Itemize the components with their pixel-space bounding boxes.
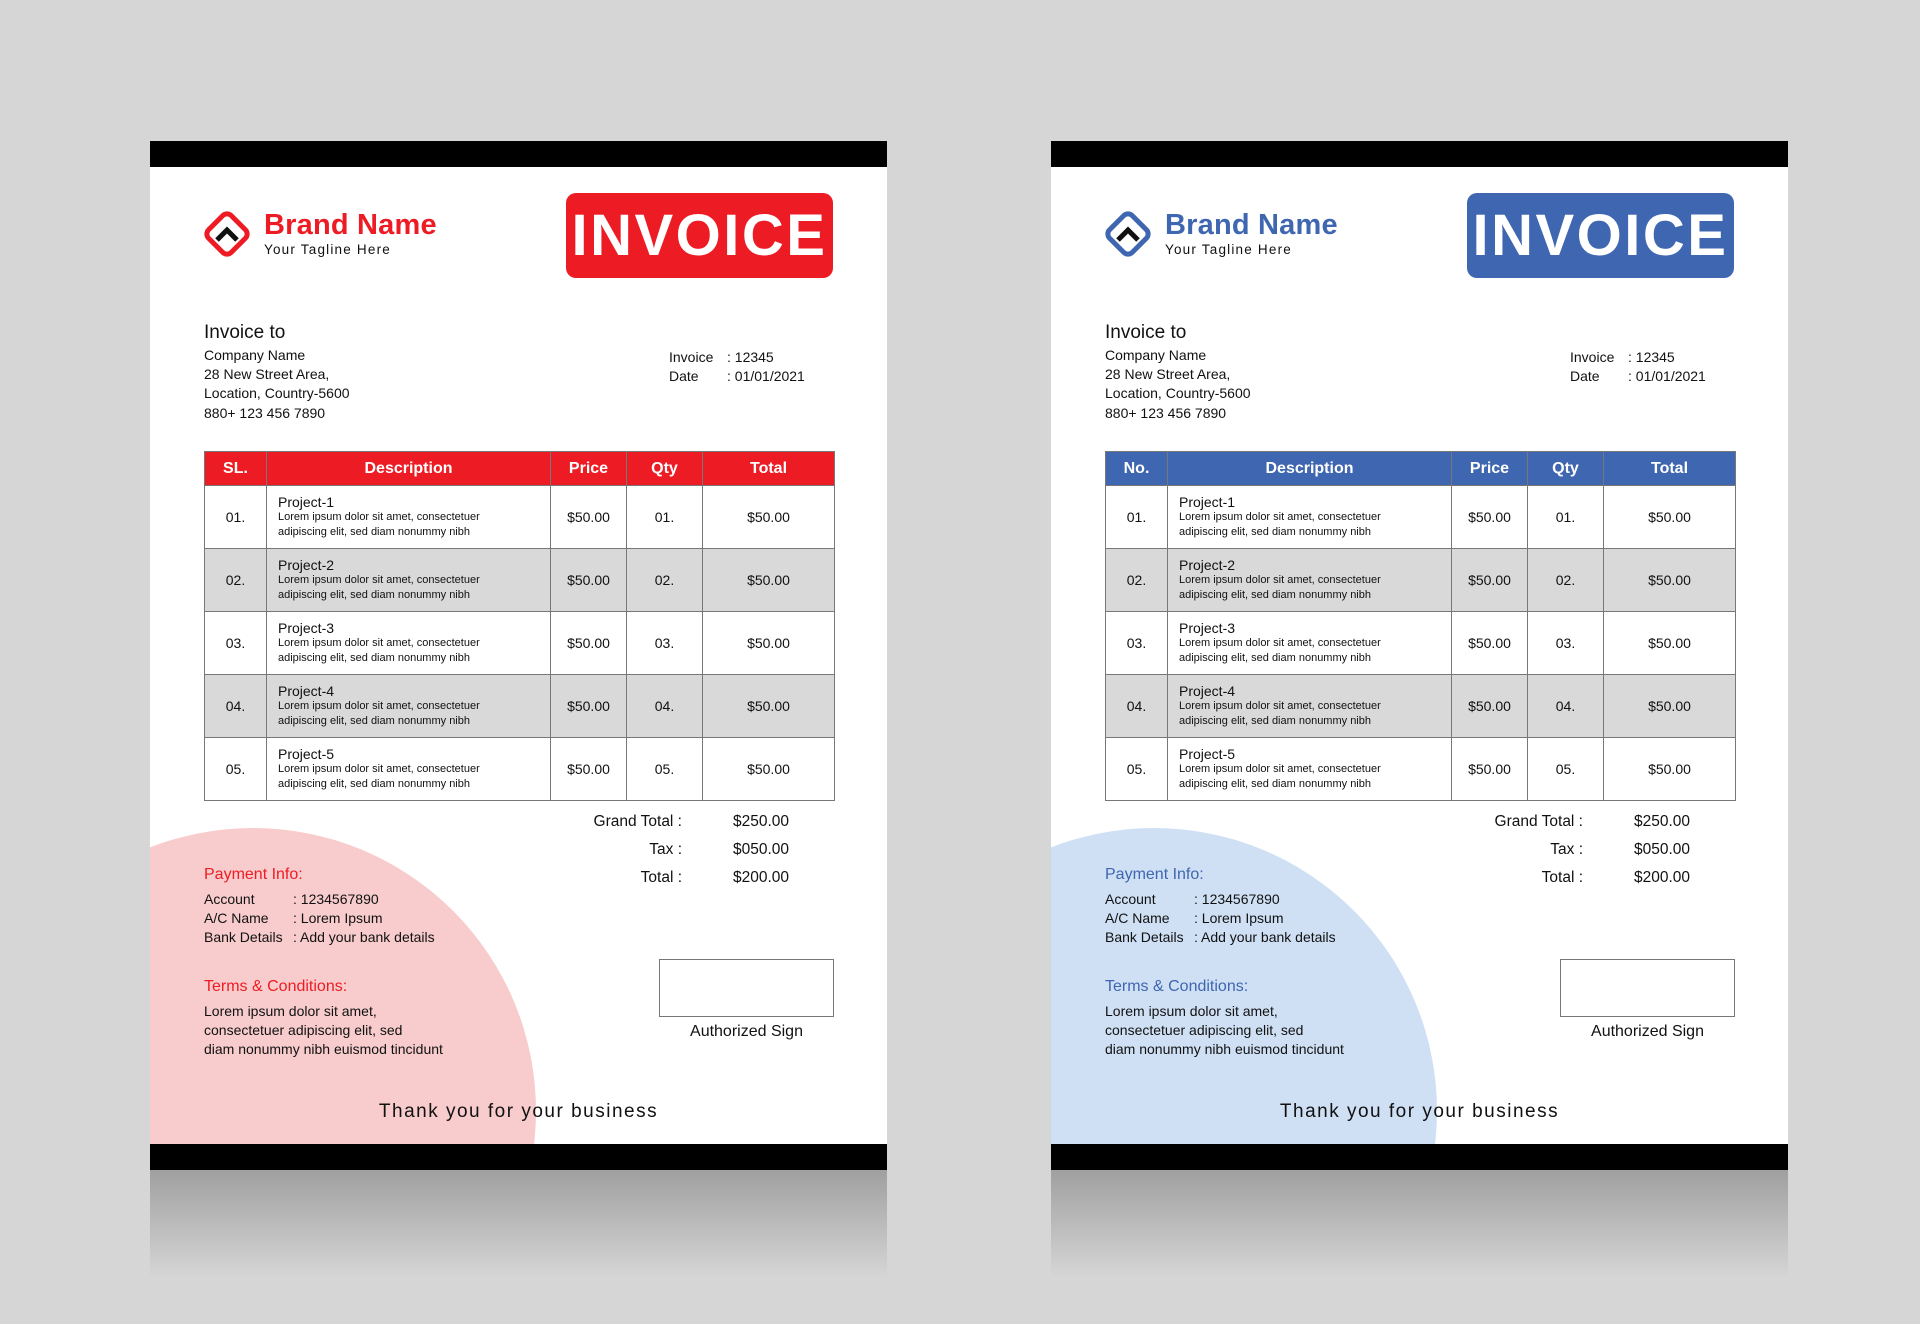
bank-details-row [204, 929, 435, 945]
invoice-number-value: : 12345 [727, 349, 774, 365]
client-phone: 880+ 123 456 7890 [204, 405, 326, 421]
brand-tagline: Your Tagline Here [1165, 242, 1292, 257]
table-row [205, 612, 835, 675]
bank-details-label: Bank Details [204, 929, 283, 945]
row-qty: 05. [1528, 738, 1604, 801]
column-header-description: Description [267, 452, 551, 486]
table-row [205, 486, 835, 549]
account-label: Account [204, 891, 255, 907]
total-value: $200.00 [1634, 869, 1691, 886]
project-text-line1: Lorem ipsum dolor sit amet, consectetuer [1179, 763, 1381, 775]
project-text-line2: adipiscing elit, sed diam nonummy nibh [1179, 589, 1371, 601]
terms-line: consectetuer adipiscing elit, sed [1105, 1022, 1304, 1038]
row-description [1168, 486, 1452, 549]
row-no: 02. [1106, 549, 1168, 612]
bank-details-value: : Add your bank details [1194, 929, 1336, 945]
invoice-date-row [1570, 368, 1706, 384]
table-row [205, 675, 835, 738]
column-header-price: Price [551, 452, 627, 486]
invoice-to-label: Invoice to [204, 322, 286, 343]
payment-info-title: Payment Info: [204, 866, 303, 883]
account-value: : 1234567890 [1194, 891, 1280, 907]
table-row [1106, 738, 1736, 801]
row-no: 04. [1106, 675, 1168, 738]
row-description [1168, 675, 1452, 738]
column-header-description: Description [1168, 452, 1452, 486]
row-price: $50.00 [1452, 612, 1528, 675]
invoice-page-blue [1051, 141, 1788, 1170]
row-no: 05. [1106, 738, 1168, 801]
row-description [1168, 549, 1452, 612]
items-table [1105, 451, 1736, 801]
row-total: $50.00 [703, 738, 835, 801]
row-price: $50.00 [1452, 738, 1528, 801]
row-total: $50.00 [703, 675, 835, 738]
row-total: $50.00 [703, 612, 835, 675]
invoice-date-value: : 01/01/2021 [1628, 368, 1706, 384]
terms-line: diam nonummy nibh euismod tincidunt [1105, 1041, 1344, 1057]
row-price: $50.00 [551, 738, 627, 801]
row-no: 05. [205, 738, 267, 801]
table-row [1106, 549, 1736, 612]
grand-total-value: $250.00 [733, 813, 790, 830]
row-qty: 05. [627, 738, 703, 801]
row-no: 04. [205, 675, 267, 738]
invoice-page-red [150, 141, 887, 1170]
row-price: $50.00 [551, 612, 627, 675]
invoice-number-value: : 12345 [1628, 349, 1675, 365]
bank-details-value: : Add your bank details [293, 929, 435, 945]
terms-line: consectetuer adipiscing elit, sed [204, 1022, 403, 1038]
table-row [1106, 486, 1736, 549]
client-phone: 880+ 123 456 7890 [1105, 405, 1227, 421]
project-text-line1: Lorem ipsum dolor sit amet, consectetuer [278, 511, 480, 523]
row-total: $50.00 [1604, 675, 1736, 738]
account-row [1105, 891, 1280, 907]
brand-name: Brand Name [264, 209, 437, 241]
ac-name-label: A/C Name [1105, 910, 1170, 926]
ac-name-row [1105, 910, 1283, 926]
project-name: Project-3 [1179, 620, 1236, 636]
ac-name-value: : Lorem Ipsum [293, 910, 383, 926]
row-qty: 01. [627, 486, 703, 549]
project-name: Project-5 [1179, 746, 1236, 762]
invoice-date-value: : 01/01/2021 [727, 368, 805, 384]
row-price: $50.00 [551, 549, 627, 612]
project-text-line2: adipiscing elit, sed diam nonummy nibh [278, 778, 470, 790]
row-no: 01. [205, 486, 267, 549]
grand-total-label: Grand Total : [1494, 813, 1583, 830]
terms-line: Lorem ipsum dolor sit amet, [1105, 1003, 1278, 1019]
table-header-row [1106, 452, 1736, 486]
column-header-no: SL. [205, 452, 267, 486]
bottom-bar [1051, 1144, 1788, 1170]
diamond-chevron-logo-icon [202, 209, 252, 259]
project-name: Project-1 [278, 494, 335, 510]
project-text-line2: adipiscing elit, sed diam nonummy nibh [278, 715, 470, 727]
row-description [267, 486, 551, 549]
tax-value: $050.00 [733, 841, 790, 858]
tax-label: Tax : [649, 841, 682, 858]
project-text-line2: adipiscing elit, sed diam nonummy nibh [1179, 715, 1371, 727]
column-header-total: Total [703, 452, 835, 486]
row-description [1168, 612, 1452, 675]
client-address-line1: 28 New Street Area, [1105, 366, 1231, 382]
row-qty: 03. [627, 612, 703, 675]
project-text-line1: Lorem ipsum dolor sit amet, consectetuer [278, 763, 480, 775]
invoice-title-badge: INVOICE [1467, 193, 1734, 278]
row-description [267, 738, 551, 801]
invoice-to-label: Invoice to [1105, 322, 1187, 343]
row-total: $50.00 [703, 549, 835, 612]
client-address-line2: Location, Country-5600 [1105, 385, 1251, 401]
account-label: Account [1105, 891, 1156, 907]
row-price: $50.00 [1452, 486, 1528, 549]
row-description [267, 612, 551, 675]
items-table [204, 451, 835, 801]
account-row [204, 891, 379, 907]
tax-value: $050.00 [1634, 841, 1691, 858]
row-qty: 04. [627, 675, 703, 738]
row-price: $50.00 [551, 675, 627, 738]
project-name: Project-2 [1179, 557, 1236, 573]
project-text-line1: Lorem ipsum dolor sit amet, consectetuer [1179, 511, 1381, 523]
project-text-line1: Lorem ipsum dolor sit amet, consectetuer [278, 700, 480, 712]
page-reflection [1051, 1170, 1788, 1278]
payment-info-title: Payment Info: [1105, 866, 1204, 883]
bank-details-row [1105, 929, 1336, 945]
table-row [1106, 612, 1736, 675]
client-company: Company Name [204, 347, 306, 363]
project-name: Project-4 [1179, 683, 1236, 699]
account-value: : 1234567890 [293, 891, 379, 907]
row-total: $50.00 [1604, 549, 1736, 612]
client-company: Company Name [1105, 347, 1207, 363]
table-row [205, 549, 835, 612]
project-name: Project-1 [1179, 494, 1236, 510]
project-text-line1: Lorem ipsum dolor sit amet, consectetuer [278, 574, 480, 586]
row-qty: 02. [627, 549, 703, 612]
row-total: $50.00 [1604, 738, 1736, 801]
project-name: Project-4 [278, 683, 335, 699]
row-description [1168, 738, 1452, 801]
signature-box[interactable] [1560, 959, 1735, 1017]
column-header-price: Price [1452, 452, 1528, 486]
row-qty: 03. [1528, 612, 1604, 675]
terms-title: Terms & Conditions: [1105, 978, 1249, 995]
project-name: Project-5 [278, 746, 335, 762]
project-name: Project-2 [278, 557, 335, 573]
row-price: $50.00 [551, 486, 627, 549]
row-total: $50.00 [1604, 612, 1736, 675]
grand-total-value: $250.00 [1634, 813, 1691, 830]
bank-details-label: Bank Details [1105, 929, 1184, 945]
ac-name-row [204, 910, 382, 926]
project-text-line2: adipiscing elit, sed diam nonummy nibh [278, 526, 470, 538]
authorized-sign-label: Authorized Sign [690, 1023, 803, 1040]
invoice-date-label: Date [1570, 368, 1600, 384]
row-total: $50.00 [703, 486, 835, 549]
thank-you-note: Thank you for your business [378, 1101, 659, 1122]
invoice-number-row [669, 349, 774, 365]
total-label: Total : [1541, 869, 1583, 886]
invoice-date-row [669, 368, 805, 384]
project-text-line1: Lorem ipsum dolor sit amet, consectetuer [278, 637, 480, 649]
ac-name-value: : Lorem Ipsum [1194, 910, 1284, 926]
column-header-no: No. [1106, 452, 1168, 486]
invoice-number-row [1570, 349, 1675, 365]
row-qty: 02. [1528, 549, 1604, 612]
tax-label: Tax : [1550, 841, 1583, 858]
terms-title: Terms & Conditions: [204, 978, 348, 995]
row-no: 03. [205, 612, 267, 675]
row-price: $50.00 [1452, 549, 1528, 612]
page-reflection [150, 1170, 887, 1278]
diamond-chevron-logo-icon [1103, 209, 1153, 259]
row-no: 02. [205, 549, 267, 612]
row-no: 01. [1106, 486, 1168, 549]
bottom-bar [150, 1144, 887, 1170]
project-text-line2: adipiscing elit, sed diam nonummy nibh [1179, 526, 1371, 538]
table-row [1106, 675, 1736, 738]
client-address-line2: Location, Country-5600 [204, 385, 350, 401]
row-description [267, 549, 551, 612]
row-qty: 01. [1528, 486, 1604, 549]
invoice-number-label: Invoice [669, 349, 714, 365]
table-header-row [205, 452, 835, 486]
thank-you-note: Thank you for your business [1279, 1101, 1560, 1122]
row-description [267, 675, 551, 738]
project-text-line2: adipiscing elit, sed diam nonummy nibh [278, 652, 470, 664]
brand-tagline: Your Tagline Here [264, 242, 391, 257]
row-total: $50.00 [1604, 486, 1736, 549]
project-text-line2: adipiscing elit, sed diam nonummy nibh [278, 589, 470, 601]
client-address-line1: 28 New Street Area, [204, 366, 330, 382]
table-row [205, 738, 835, 801]
column-header-total: Total [1604, 452, 1736, 486]
project-text-line2: adipiscing elit, sed diam nonummy nibh [1179, 778, 1371, 790]
invoice-date-label: Date [669, 368, 699, 384]
project-text-line1: Lorem ipsum dolor sit amet, consectetuer [1179, 637, 1381, 649]
project-name: Project-3 [278, 620, 335, 636]
project-text-line1: Lorem ipsum dolor sit amet, consectetuer [1179, 700, 1381, 712]
total-label: Total : [640, 869, 682, 886]
terms-line: Lorem ipsum dolor sit amet, [204, 1003, 377, 1019]
row-price: $50.00 [1452, 675, 1528, 738]
grand-total-label: Grand Total : [593, 813, 682, 830]
column-header-qty: Qty [627, 452, 703, 486]
ac-name-label: A/C Name [204, 910, 269, 926]
row-no: 03. [1106, 612, 1168, 675]
brand-name: Brand Name [1165, 209, 1338, 241]
invoice-title-badge: INVOICE [566, 193, 833, 278]
project-text-line2: adipiscing elit, sed diam nonummy nibh [1179, 652, 1371, 664]
total-value: $200.00 [733, 869, 790, 886]
row-qty: 04. [1528, 675, 1604, 738]
signature-box[interactable] [659, 959, 834, 1017]
column-header-qty: Qty [1528, 452, 1604, 486]
authorized-sign-label: Authorized Sign [1591, 1023, 1704, 1040]
project-text-line1: Lorem ipsum dolor sit amet, consectetuer [1179, 574, 1381, 586]
terms-line: diam nonummy nibh euismod tincidunt [204, 1041, 443, 1057]
invoice-number-label: Invoice [1570, 349, 1615, 365]
